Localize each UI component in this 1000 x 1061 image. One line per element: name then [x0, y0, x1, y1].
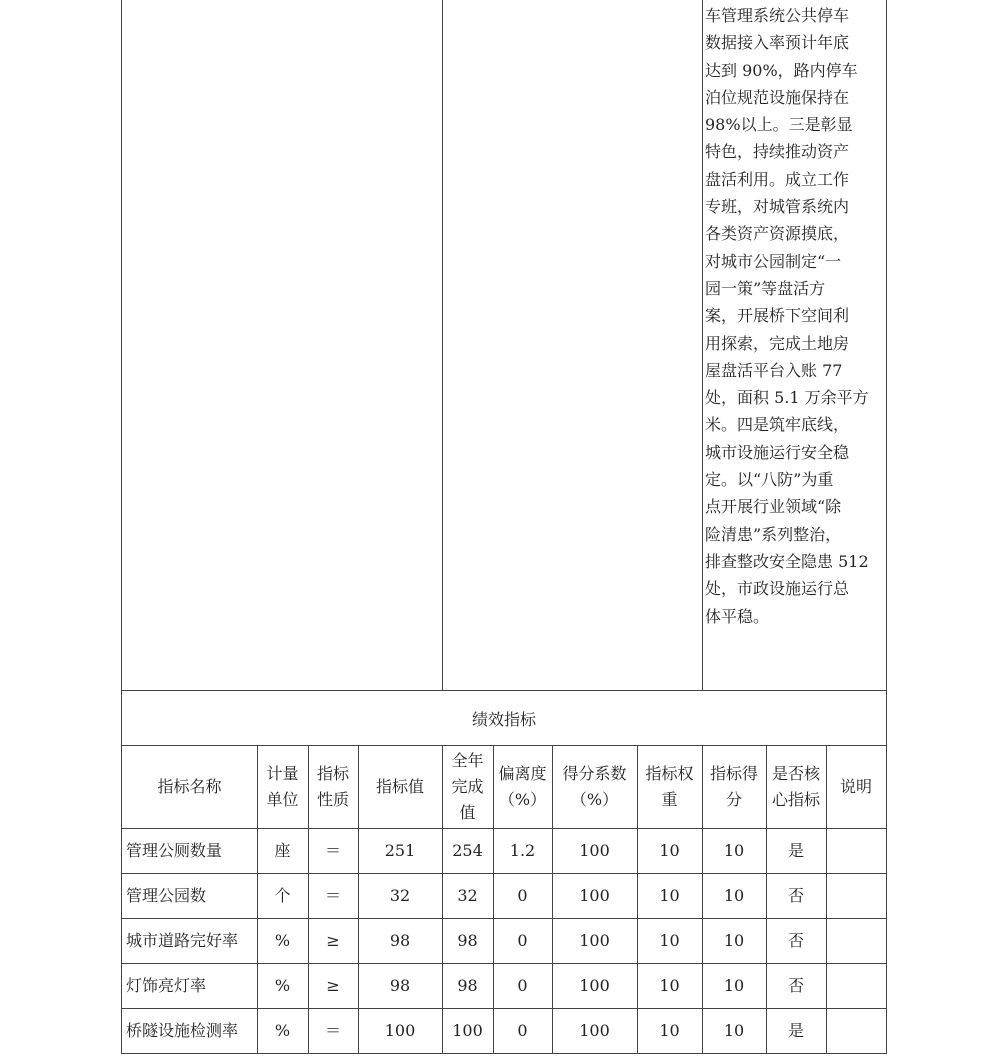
cell-value: 否 — [787, 976, 804, 995]
cell-value: 否 — [787, 886, 804, 905]
table-cell — [766, 1008, 827, 1054]
cell-value: 100 — [579, 841, 610, 860]
table-cell — [308, 873, 359, 919]
cell-value: ＝ — [324, 1021, 341, 1040]
narrative-line: 处，市政设施运行总 — [705, 579, 850, 599]
table-cell — [308, 1008, 359, 1054]
cell-value: 10 — [723, 976, 745, 995]
narrative-line: 定。以“八防”为重 — [705, 470, 834, 490]
table-cell — [702, 873, 767, 919]
table-cell — [826, 918, 887, 964]
narrative-line: 用探索，完成土地房 — [705, 333, 850, 353]
cell-value: 98 — [389, 976, 411, 995]
table-cell — [637, 963, 703, 1009]
table-cell — [702, 828, 767, 874]
narrative-line: 处，面积 5.1 万余平方 — [705, 388, 869, 408]
cell-value: % — [274, 976, 291, 995]
table-cell — [442, 1008, 494, 1054]
cell-value: 座 — [274, 841, 291, 860]
narrative-line: 屋盘活平台入账 77 — [705, 360, 843, 380]
narrative-line: 园一策”等盘活方 — [705, 278, 826, 298]
table-cell — [826, 963, 887, 1009]
cell-value: ≥ — [326, 976, 340, 995]
table-cell — [552, 963, 638, 1009]
indicator-name: 管理公厕数量 — [126, 841, 223, 860]
header-label: 偏离度（%） — [498, 763, 547, 809]
cell-value: 0 — [517, 886, 528, 905]
header-label: 指标权重 — [645, 763, 694, 809]
cell-value: 10 — [723, 931, 745, 950]
indicator-name: 灯饰亮灯率 — [126, 976, 207, 995]
indicator-name-cell — [121, 828, 258, 874]
header-cell — [766, 745, 827, 829]
table-cell — [826, 873, 887, 919]
cell-value: ＝ — [324, 886, 341, 905]
cell-value: 98 — [457, 976, 478, 995]
header-cell — [358, 745, 443, 829]
cell-value: 98 — [457, 931, 478, 950]
narrative-line: 排查整改安全隐患 512 — [705, 551, 869, 571]
table-cell — [702, 963, 767, 1009]
table-cell — [442, 828, 494, 874]
narrative-line: 特色，持续推动资产 — [705, 142, 850, 162]
narrative-line: 险清患”系列整治， — [705, 524, 842, 544]
cell-value: 否 — [787, 931, 804, 950]
cell-value: 个 — [274, 886, 291, 905]
table-cell — [358, 1008, 443, 1054]
cell-value: 100 — [579, 976, 610, 995]
table-cell — [552, 828, 638, 874]
indicator-name-cell — [121, 873, 258, 919]
table-cell — [358, 873, 443, 919]
cell-value: ≥ — [326, 931, 340, 950]
header-cell — [493, 745, 553, 829]
narrative-line: 车管理系统公共停车 — [705, 6, 850, 25]
table-cell — [442, 963, 494, 1009]
cell-value: 是 — [787, 1021, 804, 1040]
table-cell — [637, 873, 703, 919]
header-cell — [702, 745, 767, 829]
indicator-name-cell — [121, 918, 258, 964]
header-label: 计量单位 — [266, 763, 299, 809]
table-cell — [358, 828, 443, 874]
cell-value: % — [274, 931, 291, 950]
table-cell — [358, 963, 443, 1009]
table-cell — [552, 873, 638, 919]
indicator-name: 管理公园数 — [126, 886, 207, 905]
table-cell — [493, 873, 553, 919]
table-cell — [766, 918, 827, 964]
cell-value: 0 — [517, 1021, 528, 1040]
cell-value: 0 — [517, 931, 528, 950]
cell-value: 32 — [389, 886, 411, 905]
header-label: 指标性质 — [316, 763, 349, 809]
section-title-cell — [121, 690, 887, 746]
table-cell — [637, 918, 703, 964]
table-cell — [766, 873, 827, 919]
table-cell — [308, 828, 359, 874]
indicator-name: 桥隧设施检测率 — [126, 1021, 239, 1040]
cell-value: 98 — [389, 931, 411, 950]
narrative-line: 点开展行业领域“除 — [705, 497, 842, 517]
table-cell — [702, 1008, 767, 1054]
table-cell — [552, 1008, 638, 1054]
cell-value: 0 — [517, 976, 528, 995]
indicator-name: 城市道路完好率 — [126, 931, 239, 950]
header-cell — [121, 745, 258, 829]
table-cell — [493, 963, 553, 1009]
table-cell — [552, 918, 638, 964]
cell-value: 是 — [787, 841, 804, 860]
cell-value: ＝ — [324, 841, 341, 860]
header-cell — [257, 745, 309, 829]
narrative-line: 盘活利用。成立工作 — [705, 169, 850, 189]
table-cell — [766, 963, 827, 1009]
table-cell — [493, 828, 553, 874]
narrative-line: 各类资产资源摸底， — [705, 224, 850, 244]
section-title: 绩效指标 — [471, 709, 536, 729]
narrative-line: 数据接入率预计年底 — [705, 33, 850, 53]
narrative-line: 城市设施运行安全稳 — [705, 442, 850, 462]
header-cell — [637, 745, 703, 829]
table-cell — [308, 963, 359, 1009]
cell-value: 32 — [457, 886, 478, 905]
cell-value: 10 — [659, 841, 680, 860]
table-cell — [826, 828, 887, 874]
cell-value: % — [274, 1021, 291, 1040]
table-cell — [766, 828, 827, 874]
cell-value: 100 — [452, 1021, 483, 1040]
header-label: 指标得分 — [709, 763, 758, 809]
header-label: 说明 — [839, 776, 872, 796]
indicator-name-cell — [121, 1008, 258, 1054]
table-cell — [257, 1008, 309, 1054]
table-cell — [257, 873, 309, 919]
table-cell — [637, 1008, 703, 1054]
top-cell-2 — [442, 0, 703, 691]
narrative-line: 案，开展桥下空间利 — [705, 306, 850, 326]
narrative-line: 专班，对城管系统内 — [705, 197, 850, 217]
table-cell — [257, 963, 309, 1009]
table-cell — [702, 918, 767, 964]
cell-value: 10 — [659, 886, 680, 905]
cell-value: 1.2 — [509, 841, 536, 860]
cell-value: 10 — [659, 976, 680, 995]
header-cell — [308, 745, 359, 829]
table-cell — [442, 873, 494, 919]
cell-value: 10 — [723, 841, 745, 860]
header-label: 全年完成值 — [451, 750, 484, 822]
cell-value: 100 — [384, 1021, 416, 1040]
header-cell — [442, 745, 494, 829]
table-cell — [442, 918, 494, 964]
cell-value: 100 — [579, 886, 610, 905]
cell-value: 100 — [579, 931, 610, 950]
header-cell — [826, 745, 887, 829]
narrative-line: 米。四是筑牢底线， — [705, 415, 850, 435]
narrative-line: 体平稳。 — [705, 606, 770, 626]
table-cell — [493, 1008, 553, 1054]
table-cell — [493, 918, 553, 964]
header-label: 是否核心指标 — [771, 763, 820, 809]
table-cell — [358, 918, 443, 964]
narrative-text — [705, 2, 890, 630]
table-cell — [308, 918, 359, 964]
header-label: 指标名称 — [157, 776, 222, 796]
indicator-name-cell — [121, 963, 258, 1009]
cell-value: 10 — [659, 931, 680, 950]
header-cell — [552, 745, 638, 829]
cell-value: 254 — [452, 841, 483, 860]
top-cell-1 — [121, 0, 443, 691]
cell-value: 10 — [659, 1021, 680, 1040]
table-cell — [257, 828, 309, 874]
narrative-line: 对城市公园制定“一 — [705, 251, 842, 271]
cell-value: 10 — [723, 886, 745, 905]
cell-value: 251 — [384, 841, 416, 860]
table-cell — [257, 918, 309, 964]
header-label: 得分系数（%） — [562, 763, 627, 809]
header-label: 指标值 — [375, 776, 424, 796]
cell-value: 100 — [579, 1021, 610, 1040]
narrative-line: 达到 90%，路内停车 — [705, 60, 858, 80]
cell-value: 10 — [723, 1021, 745, 1040]
narrative-line: 98%以上。三是彰显 — [705, 115, 853, 135]
table-cell — [637, 828, 703, 874]
table-cell — [826, 1008, 887, 1054]
narrative-line: 泊位规范设施保持在 — [705, 87, 850, 107]
